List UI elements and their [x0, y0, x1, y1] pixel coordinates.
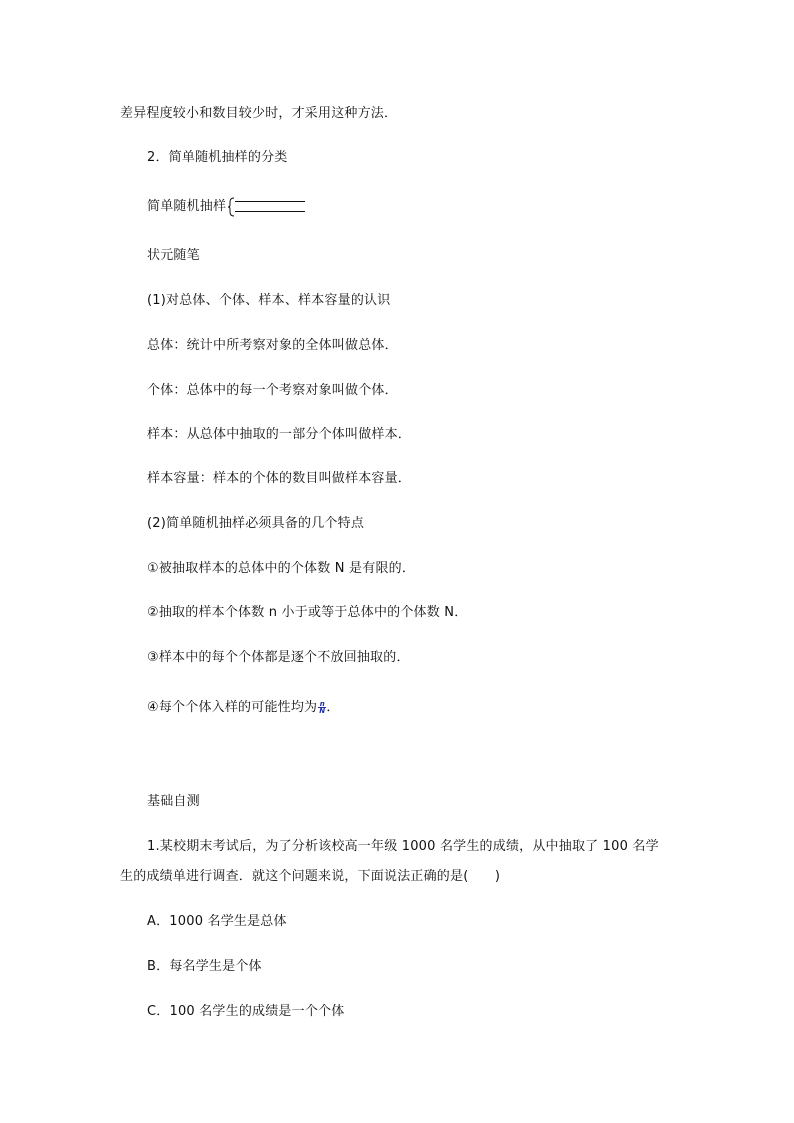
feature-item-3: ③样本中的每个个体都是逐个不放回抽取的．	[147, 650, 410, 665]
feature-item-4	[147, 699, 340, 717]
paragraph-continuation: 差异程度较小和数目较少时，才采用这种方法．	[120, 106, 398, 121]
feature-item-1: ①被抽取样本的总体中的个体数 N 是有限的．	[147, 561, 416, 576]
section-heading: 2．简单随机抽样的分类	[147, 150, 288, 165]
definition-sample: 样本：从总体中抽取的一部分个体叫做样本．	[147, 427, 412, 442]
option-c: C．100 名学生的成绩是一个个体	[147, 1004, 345, 1019]
notes-heading: 状元随笔	[147, 248, 200, 263]
definition-individual: 个体：总体中的每一个考察对象叫做个体．	[147, 383, 398, 398]
fraction-numerator: n	[319, 700, 325, 708]
fraction-denominator: N	[319, 707, 326, 715]
blank-line-2	[235, 211, 305, 212]
option-a: A．1000 名学生是总体	[147, 914, 287, 929]
fill-in-blanks	[235, 198, 305, 216]
classification-bracket-row	[147, 197, 305, 217]
definition-population: 总体：统计中所考察对象的全体叫做总体．	[147, 338, 398, 353]
option-b: B．每名学生是个体	[147, 959, 262, 974]
self-test-heading: 基础自测	[147, 794, 200, 809]
left-brace-icon	[227, 197, 235, 217]
notes-subheading: (1)对总体、个体、样本、样本容量的认识	[147, 293, 391, 308]
feature-item-4-suffix: ．	[326, 700, 340, 715]
question-1-line-1: 1.某校期末考试后，为了分析该校高一年级 1000 名学生的成绩，从中抽取了 100 名学	[147, 839, 659, 854]
definition-sample-size: 样本容量：样本的个体的数目叫做样本容量．	[147, 471, 412, 486]
notes-subheading-2: (2)简单随机抽样必须具备的几个特点	[147, 516, 365, 531]
feature-item-2: ②抽取的样本个体数 n 小于或等于总体中的个体数 N．	[147, 605, 468, 620]
feature-item-4-text: ④每个个体入样的可能性均为	[147, 700, 318, 715]
question-1-line-2: 生的成绩单进行调查．就这个问题来说，下面说法正确的是( )	[120, 869, 501, 884]
blank-line-1	[235, 201, 305, 202]
bracket-label: 简单随机抽样	[147, 199, 227, 214]
